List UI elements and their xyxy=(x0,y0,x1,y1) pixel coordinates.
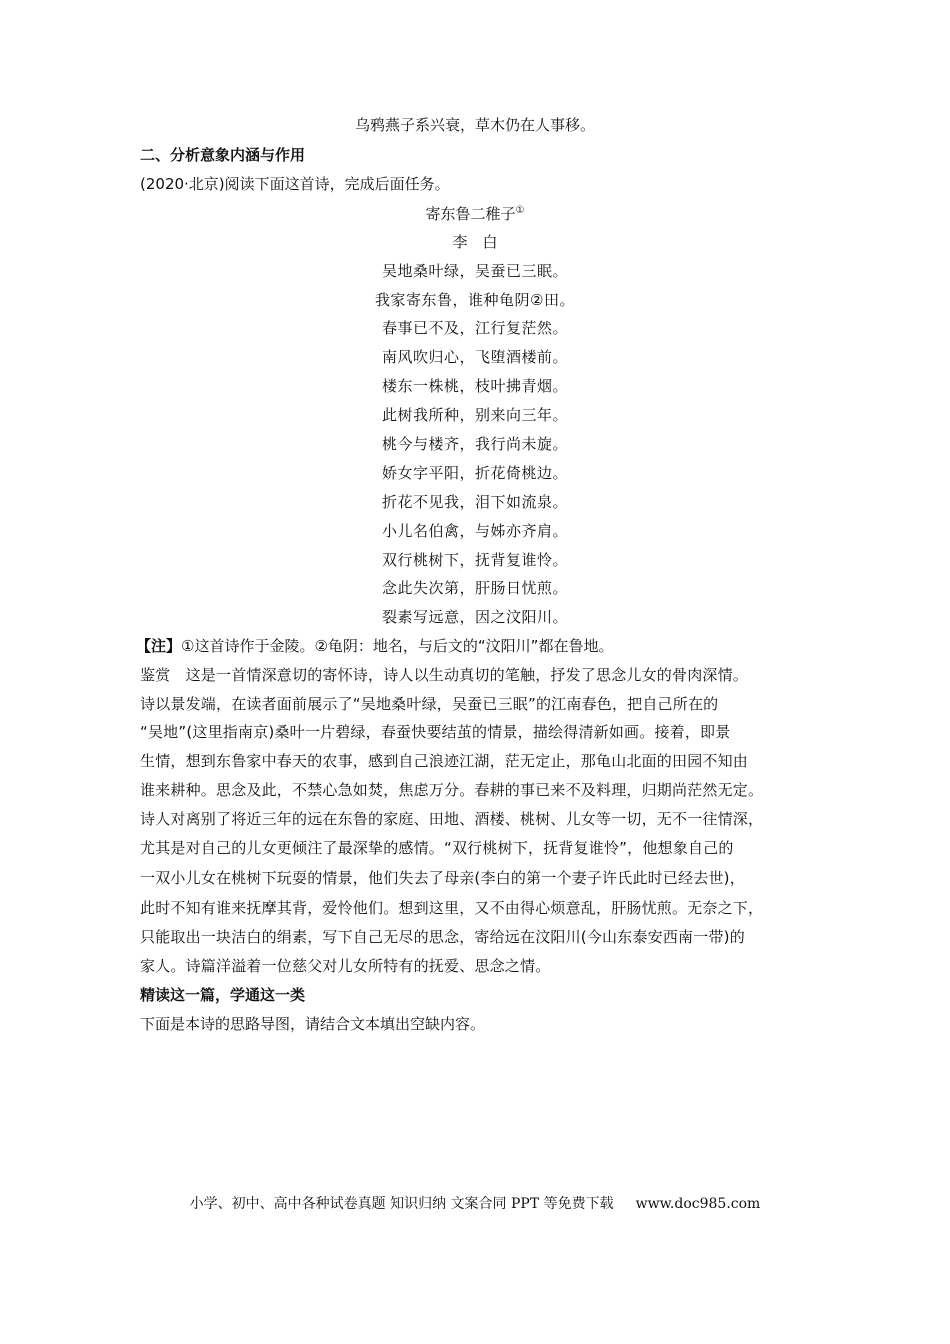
appreciation-line: 家人。诗篇洋溢着一位慈父对儿女所特有的抚爱、思念之情。 xyxy=(140,957,551,975)
poem-title-note-mark: ① xyxy=(515,205,525,216)
top-verse: 乌鸦燕子系兴衰，草木仍在人事移。 xyxy=(354,116,595,134)
poem-line: 南风吹归心，飞堕酒楼前。 xyxy=(381,348,568,366)
poem-line: 裂素写远意，因之汶阳川。 xyxy=(381,608,568,626)
appreciation-line: 尤其是对自己的儿女更倾注了最深挚的感情。“双行桃树下，抚背复谁怜”，他想象自己的 xyxy=(140,839,734,857)
section-heading: 二、分析意象内涵与作用 xyxy=(140,146,306,164)
appreciation-line: 生情，想到东鲁家中春天的农事，感到自己浪迹江湖，茫无定止，那龟山北面的田园不知由 xyxy=(140,752,749,770)
poem-line: 折花不见我，泪下如流泉。 xyxy=(381,493,568,511)
appreciation-line: 诗以景发端，在读者面前展示了“吴地桑叶绿，吴蚕已三眠”的江南春色，把自己所在的 xyxy=(140,695,719,713)
poem-line: 念此失次第，肝肠日忧煎。 xyxy=(381,579,568,597)
note xyxy=(136,639,613,654)
page-footer xyxy=(0,1193,950,1213)
footer-text: 小学、初中、高中各种试卷真题 知识归纳 文案合同 PPT 等免费下载 xyxy=(189,1196,614,1212)
poem-author: 李 白 xyxy=(452,233,498,251)
task-intro: (2020·北京)阅读下面这首诗，完成后面任务。 xyxy=(140,175,450,193)
poem-line: 桃今与楼齐，我行尚未旋。 xyxy=(381,435,568,453)
poem-line: 小儿名伯禽，与姊亦齐肩。 xyxy=(381,522,568,540)
poem-title xyxy=(0,206,950,222)
appreciation-line: 此时不知有谁来抚摩其背，爱怜他们。想到这里，又不由得心烦意乱，肝肠忧煎。无奈之下， xyxy=(140,899,764,917)
appreciation-line: “吴地”(这里指南京)桑叶一片碧绿，春蚕快要结茧的情景，描绘得清新如画。接着，即景 xyxy=(140,723,731,741)
poem-line: 双行桃树下，抚背复谁怜。 xyxy=(381,551,568,569)
note-tag: 【注】 xyxy=(136,637,182,655)
poem-line: 娇女字平阳，折花倚桃边。 xyxy=(381,464,568,482)
poem-line: 楼东一株桃，枝叶拂青烟。 xyxy=(381,377,568,395)
subheading: 精读这一篇，学通这一类 xyxy=(140,986,306,1004)
instruction: 下面是本诗的思路导图，请结合文本填出空缺内容。 xyxy=(140,1015,486,1033)
note-text: ①这首诗作于金陵。②龟阴：地名，与后文的“汶阳川”都在鲁地。 xyxy=(181,637,614,655)
appreciation-line: 诗人对离别了将近三年的远在东鲁的家庭、田地、酒楼、桃树、儿女等一切，无不一往情深， xyxy=(140,810,764,828)
poem-line: 春事已不及，江行复茫然。 xyxy=(381,319,568,337)
appreciation-line: 一双小儿女在桃树下玩耍的情景，他们失去了母亲(李白的第一个妻子许氏此时已经去世)， xyxy=(140,869,745,887)
poem-line: 我家寄东鲁，谁种龟阴②田。 xyxy=(375,291,575,309)
poem-title-text: 寄东鲁二稚子 xyxy=(425,205,516,223)
appreciation-line: 只能取出一块洁白的绢素，写下自己无尽的思念，寄给远在汶阳川(今山东泰安西南一带)的 xyxy=(140,928,745,946)
appreciation-line: 鉴赏 这是一首情深意切的寄怀诗，诗人以生动真切的笔触，抒发了思念儿女的骨肉深情。 xyxy=(140,666,749,684)
footer-url[interactable]: www.doc985.com xyxy=(635,1196,761,1212)
poem-line: 吴地桑叶绿，吴蚕已三眠。 xyxy=(381,262,568,280)
appreciation-line: 谁来耕种。思念及此，不禁心急如焚，焦虑万分。春耕的事已来不及料理，归期尚茫然无定。 xyxy=(140,781,764,799)
poem-line: 此树我所种，别来向三年。 xyxy=(381,406,568,424)
